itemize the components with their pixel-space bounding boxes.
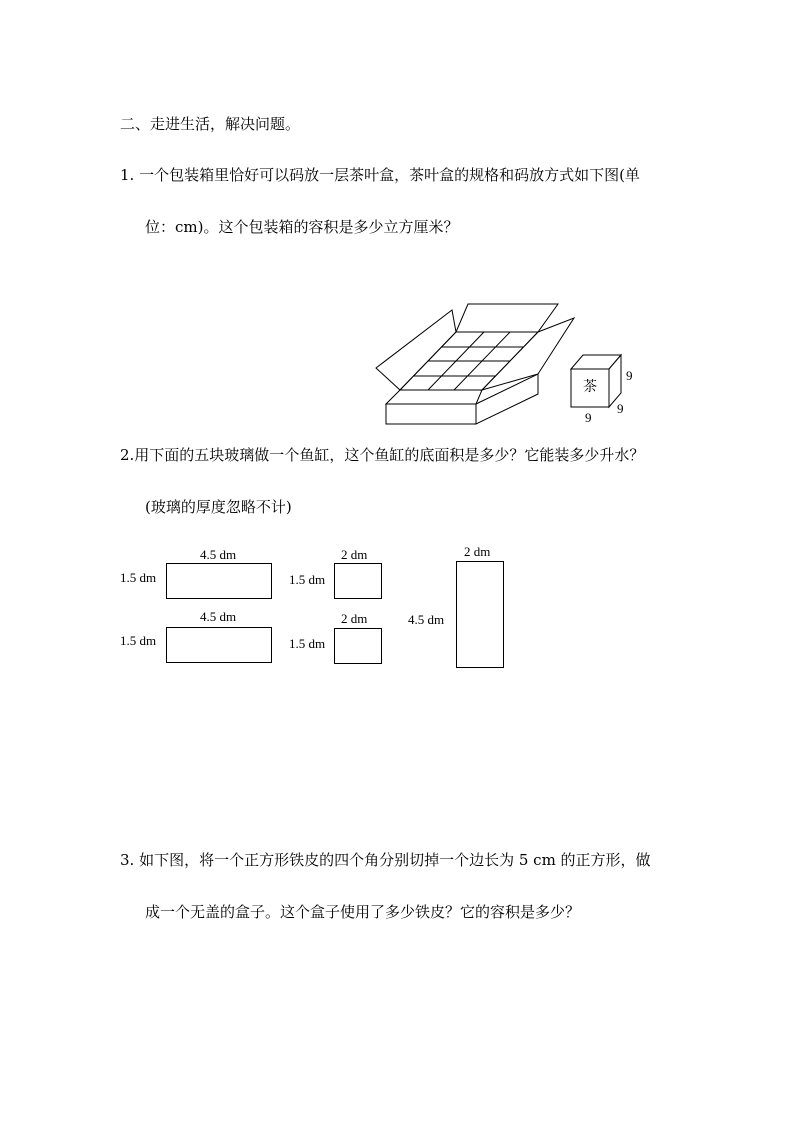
glass5-side-label: 1.5 dm [289, 636, 326, 651]
glass-pane-1 [166, 563, 272, 599]
box-front [386, 404, 476, 424]
glass2-top-label: 2 dm [341, 547, 368, 562]
q2-text-line2: (玻璃的厚度忽略不计) [145, 498, 292, 516]
cube-dim-width: 9 [585, 410, 592, 425]
q1-text-line2: 位：cm)。这个包装箱的容积是多少立方厘米？ [145, 218, 459, 236]
box-flap-left [376, 310, 456, 390]
q2-text-line1: 2.用下面的五块玻璃做一个鱼缸，这个鱼缸的底面积是多少？它能装多少升水？ [120, 446, 645, 464]
tea-cube-char: 茶 [583, 380, 597, 395]
q3-text-line2: 成一个无盖的盒子。这个盒子使用了多少铁皮？它的容积是多少？ [145, 903, 581, 921]
glass4-side-label: 1.5 dm [120, 633, 157, 648]
box-flap-back [456, 304, 558, 332]
glass1-top-label: 4.5 dm [200, 547, 237, 562]
glass3-side-label: 4.5 dm [408, 612, 445, 627]
glass4-top-label: 4.5 dm [200, 609, 237, 624]
cube-dim-depth: 9 [617, 401, 624, 416]
q3-text-line1: 3. 如下图，将一个正方形铁皮的四个角分别切掉一个边长为 5 cm 的正方形，做 [120, 851, 651, 869]
glass-pane-3 [456, 561, 504, 668]
glass-pane-2 [334, 563, 382, 599]
cube-dim-height: 9 [626, 368, 633, 383]
packing-box-figure [372, 298, 582, 428]
glass-pane-5 [334, 628, 382, 664]
box-side [476, 374, 538, 424]
glass3-top-label: 2 dm [464, 544, 491, 559]
glass2-side-label: 1.5 dm [289, 572, 326, 587]
box-flap-front [386, 390, 482, 404]
glass5-top-label: 2 dm [341, 611, 368, 626]
glass1-side-label: 1.5 dm [120, 570, 157, 585]
q1-text-line1: 1. 一个包装箱里恰好可以码放一层茶叶盒，茶叶盒的规格和码放方式如下图(单 [120, 166, 640, 184]
section-heading: 二、走进生活，解决问题。 [120, 115, 301, 133]
glass-pane-4 [166, 627, 272, 663]
